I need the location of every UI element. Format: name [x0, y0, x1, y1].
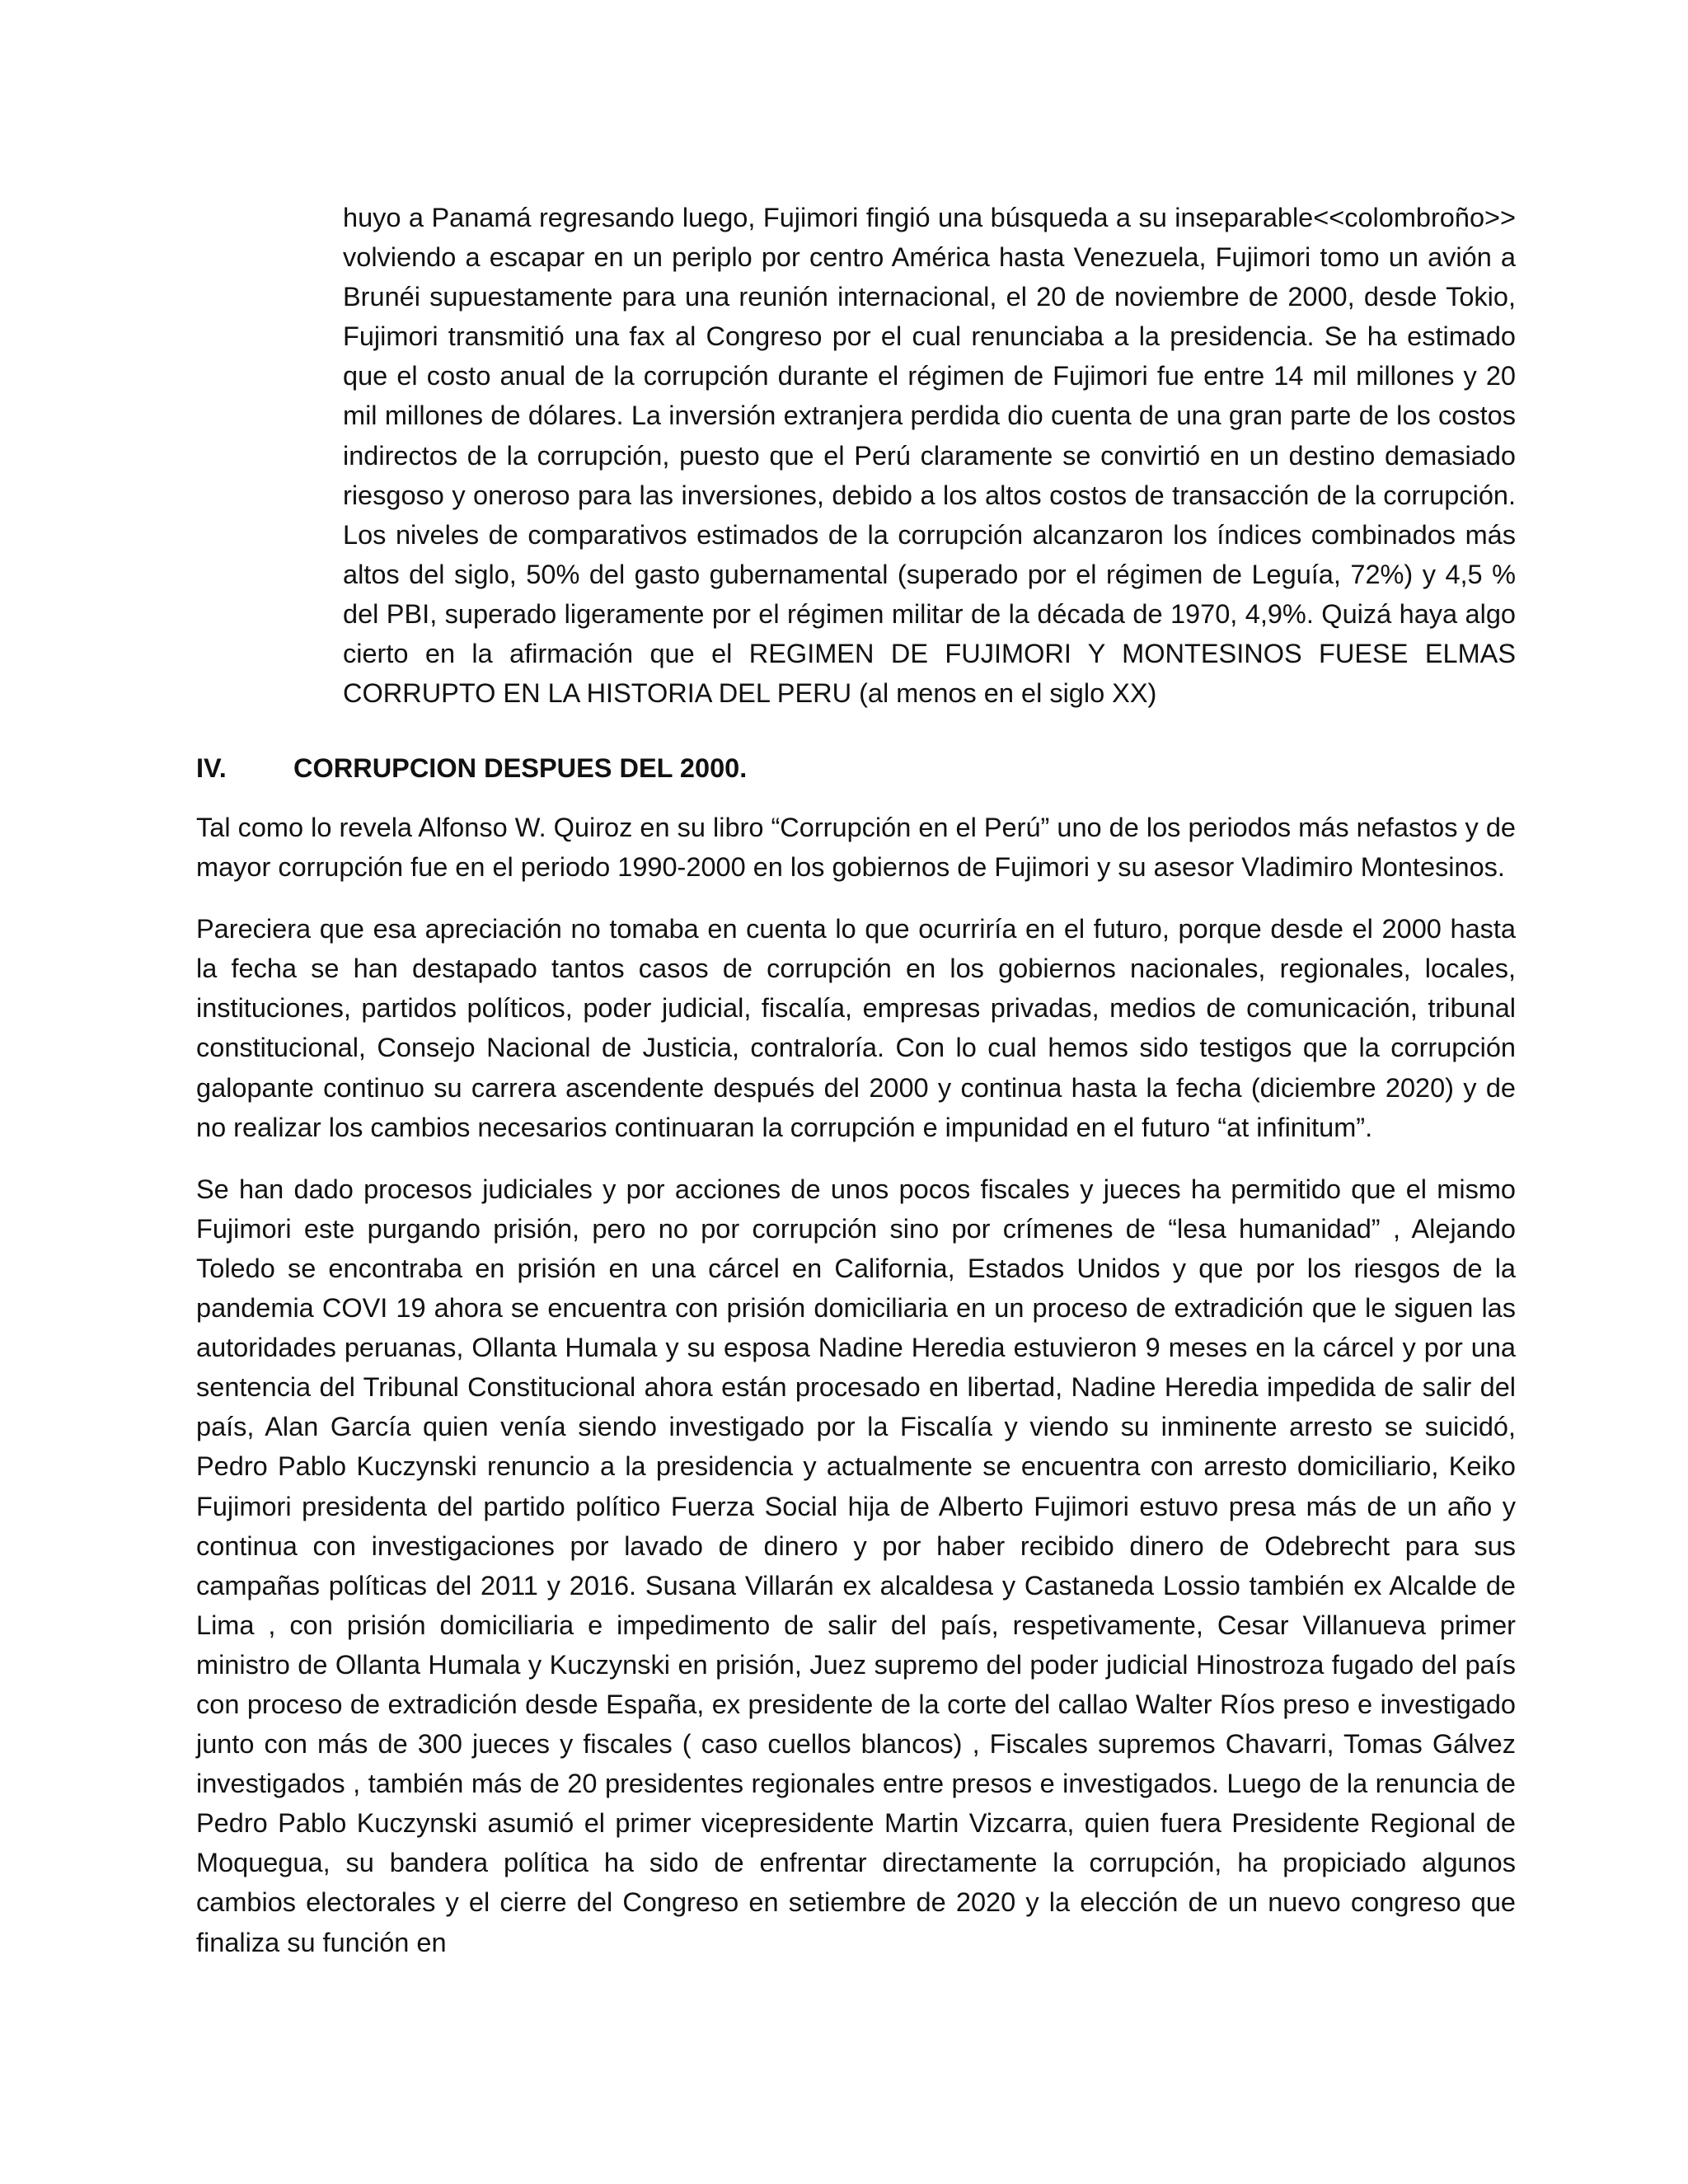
body-paragraph-3: Se han dado procesos judiciales y por acciones de unos pocos fiscales y jueces ha permitido que el mismo Fujimori este purgando prisión, pero no por corrupción sino por crímenes de “lesa humanidad” , Alejando Toledo se encontraba en prisión en una cárcel en California, Estados Unidos y que por los riesgos de la pandemia COVI 19 ahora se encuentra con prisión domiciliaria en un proceso de extradición que le siguen las autoridades peruanas, Ollanta Humala y su esposa Nadine Heredia estuvieron 9 meses en la cárcel y por una sentencia del Tribunal Constitucional ahora están procesado en libertad, Nadine Heredia impedida de salir del país, Alan García quien venía siendo investigado por la Fiscalía y viendo su inminente arresto se suicidó, Pedro Pablo Kuczynski renuncio a la presidencia y actualmente se encuentra con arresto domiciliario, Keiko Fujimori presidenta del partido político Fuerza Social hija de Alberto Fujimori estuvo presa más de un año y continua con investigaciones por lavado de dinero y por haber recibido dinero de Odebrecht para sus campañas políticas del 2011 y 2016. Susana Villarán ex alcaldesa y Castaneda Lossio también ex Alcalde de Lima , con prisión domiciliaria e impedimento de salir del país, respetivamente, Cesar Villanueva primer ministro de Ollanta Humala y Kuczynski en prisión, Juez supremo del poder judicial Hinostroza fugado del país con proceso de extradición desde España, ex presidente de la corte del callao Walter Ríos preso e investigado junto con más de 300 jueces y fiscales ( caso cuellos blancos) , Fiscales supremos Chavarri, Tomas Gálvez investigados , también más de 20 presidentes regionales entre presos e investigados. Luego de la renuncia de Pedro Pablo Kuczynski asumió el primer vicepresidente Martin Vizcarra, quien fuera Presidente Regional de Moquegua, su bandera política ha sido de enfrentar directamente la corrupción, ha propiciado algunos cambios electorales y el cierre del Congreso en setiembre de 2020 y la elección de un nuevo congreso que finaliza su función en	[196, 1174, 1516, 1957]
section-number: IV.	[196, 753, 227, 783]
intro-paragraph-text: huyo a Panamá regresando luego, Fujimori fingió una búsqueda a su inseparable<<colombroño>> volviendo a escapar en un periplo por centro América hasta Venezuela, Fujimori tomo un avión a Brunéi supuestamente para una reunión internacional, el 20 de noviembre de 2000, desde Tokio, Fujimori transmitió una fax al Congreso por el cual renunciaba a la presidencia. Se ha estimado que el costo anual de la corrupción durante el régimen de Fujimori fue entre 14 mil millones y 20 mil millones de dólares. La inversión extranjera perdida dio cuenta de una gran parte de los costos indirectos de la corrupción, puesto que el Perú claramente se convirtió en un destino demasiado riesgoso y oneroso para las inversiones, debido a los altos costos de transacción de la corrupción. Los niveles de comparativos estimados de la corrupción alcanzaron los índices combinados más altos del siglo, 50% del gasto gubernamental (superado por el régimen de Leguía, 72%) y 4,5 % del PBI, superado ligeramente por el régimen militar de la década de 1970, 4,9%. Quizá haya algo cierto en la afirmación que el REGIMEN DE FUJIMORI Y MONTESINOS FUESE ELMAS CORRUPTO EN LA HISTORIA DEL PERU (al menos en el siglo XX)	[343, 203, 1516, 709]
intro-paragraph	[343, 198, 1516, 713]
body-paragraph-2: Pareciera que esa apreciación no tomaba en cuenta lo que ocurriría en el futuro, porque desde el 2000 hasta la fecha se han destapado tantos casos de corrupción en los gobiernos nacionales, regionales, locales, instituciones, partidos políticos, poder judicial, fiscalía, empresas privadas, medios de comunicación, tribunal constitucional, Consejo Nacional de Justicia, contraloría. Con lo cual hemos sido testigos que la corrupción galopante continuo su carrera ascendente después del 2000 y continua hasta la fecha (diciembre 2020) y de no realizar los cambios necesarios continuaran la corrupción e impunidad en el futuro “at infinitum”.	[196, 914, 1516, 1142]
section-body	[196, 808, 1516, 1985]
section-title: CORRUPCION DESPUES DEL 2000.	[293, 753, 748, 783]
body-paragraph-1: Tal como lo revela Alfonso W. Quiroz en su libro “Corrupción en el Perú” uno de los periodos más nefastos y de mayor corrupción fue en el periodo 1990-2000 en los gobiernos de Fujimori y su asesor Vladimiro Montesinos.	[196, 813, 1516, 883]
section-heading	[196, 748, 1515, 788]
